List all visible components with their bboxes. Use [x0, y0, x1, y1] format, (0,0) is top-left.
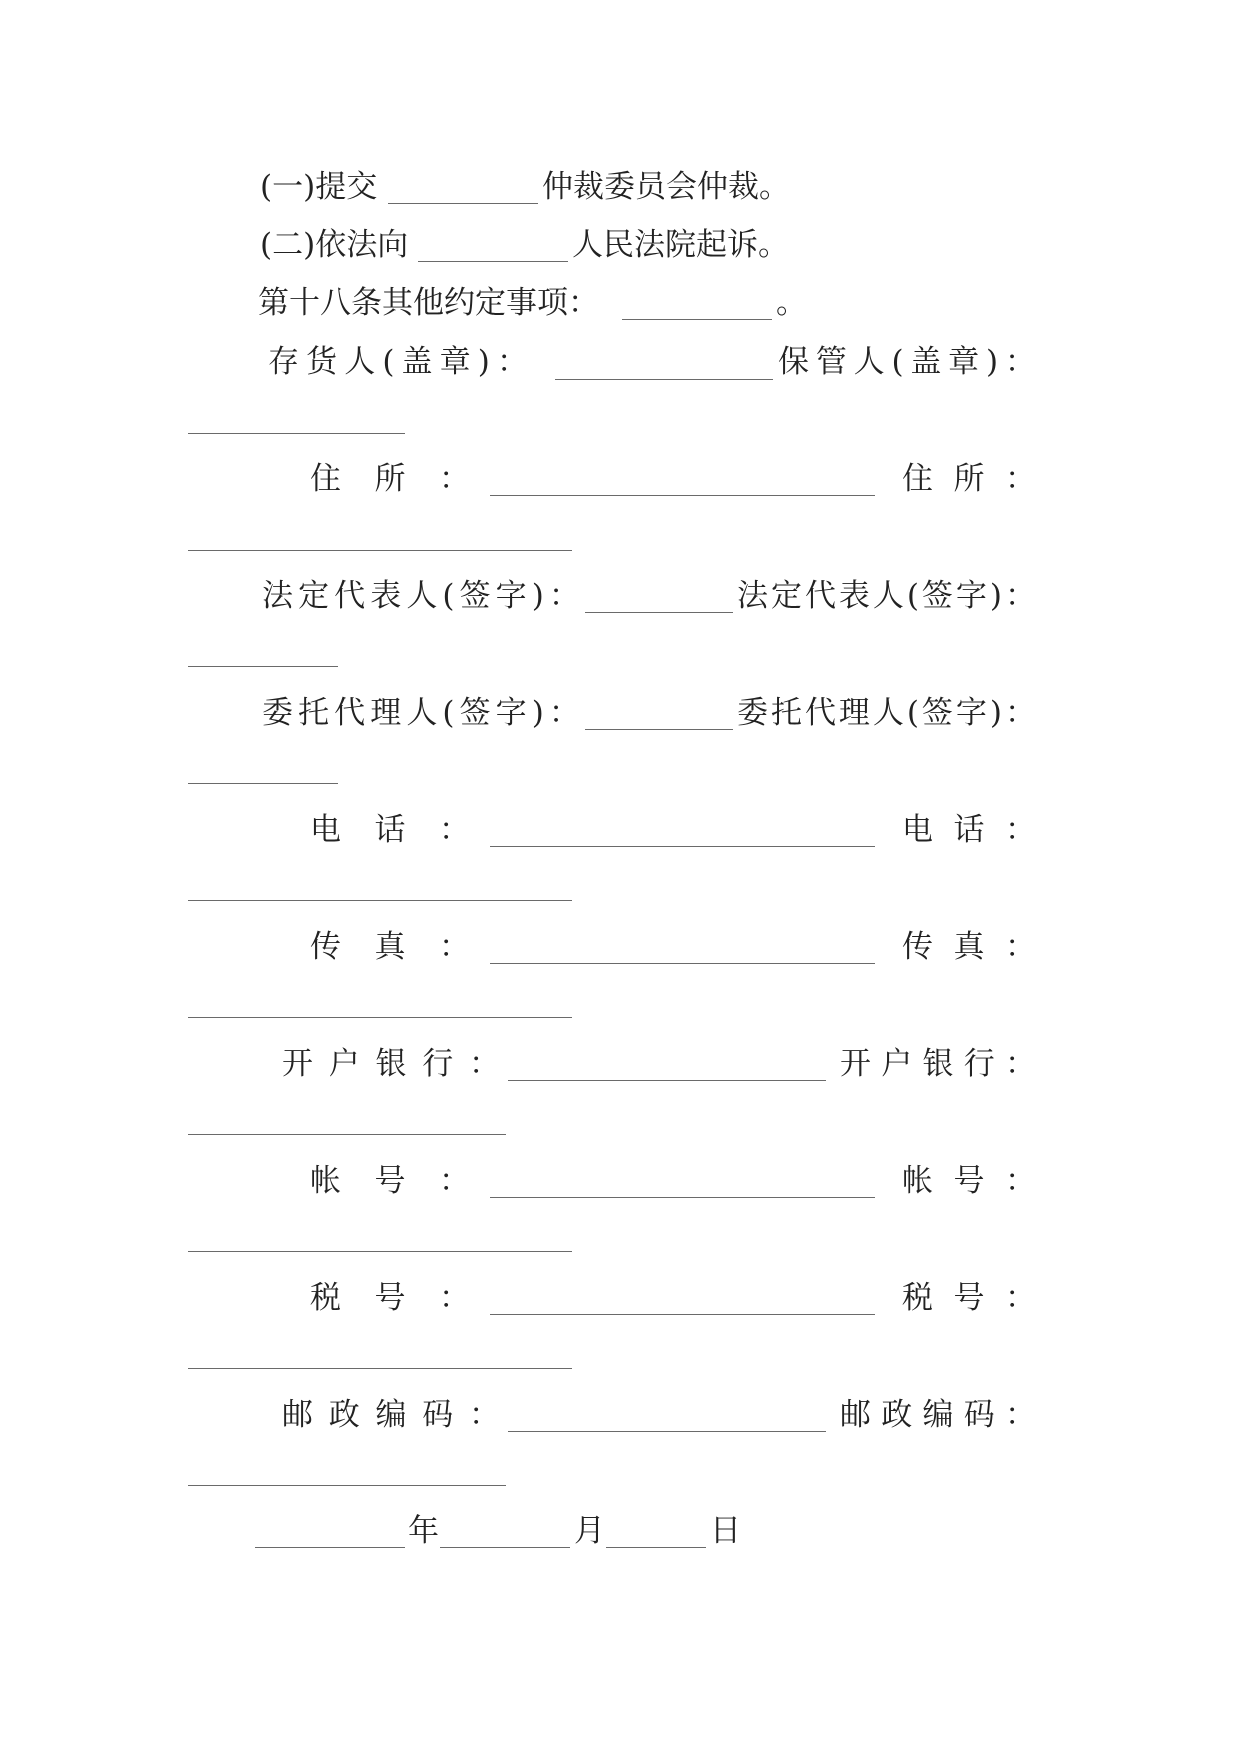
keeper-account-blank[interactable] — [188, 1251, 572, 1252]
day-blank[interactable] — [606, 1547, 706, 1548]
depositor-legal-rep-blank[interactable] — [585, 612, 733, 613]
depositor-account-label: 帐 号 ： — [310, 1163, 470, 1199]
depositor-agent-blank[interactable] — [585, 729, 733, 730]
depositor-address-blank[interactable] — [490, 495, 875, 496]
depositor-phone-label: 电 话 ： — [310, 812, 470, 848]
depositor-phone-blank[interactable] — [490, 846, 875, 847]
depositor-seal-label: 存 货 人 ( 盖 章 ) ： — [268, 344, 528, 380]
keeper-bank-blank[interactable] — [188, 1134, 506, 1135]
keeper-tax-blank[interactable] — [188, 1368, 572, 1369]
depositor-bank-label: 开 户 银 行 ： — [282, 1046, 500, 1082]
keeper-fax-label: 传 真 ： — [902, 929, 1036, 965]
keeper-seal-label: 保 管 人 ( 盖 章 ) ： — [778, 344, 1036, 380]
depositor-bank-blank[interactable] — [508, 1080, 826, 1081]
depositor-agent-label: 委 托 代 理 人 ( 签 字 ) ： — [262, 695, 580, 731]
depositor-postal-blank[interactable] — [508, 1431, 826, 1432]
keeper-seal-blank[interactable] — [188, 433, 405, 434]
depositor-account-blank[interactable] — [490, 1197, 875, 1198]
court-name-blank[interactable] — [418, 261, 568, 262]
month-blank[interactable] — [440, 1547, 570, 1548]
month-label: 月 — [574, 1513, 605, 1549]
depositor-address-label: 住 所 ： — [310, 461, 470, 497]
depositor-fax-blank[interactable] — [490, 963, 875, 964]
day-label: 日 — [710, 1513, 741, 1549]
arbitration-option1-suffix: 仲裁委员会仲裁。 — [542, 169, 790, 205]
keeper-address-label: 住 所 ： — [902, 461, 1036, 497]
keeper-agent-blank[interactable] — [188, 783, 338, 784]
keeper-legal-rep-label: 法 定 代 表 人 ( 签 字 ) ： — [737, 578, 1036, 614]
arbitration-option2-suffix: 人民法院起诉。 — [572, 227, 789, 263]
depositor-tax-label: 税 号 ： — [310, 1280, 470, 1316]
keeper-phone-label: 电 话 ： — [902, 812, 1036, 848]
keeper-postal-blank[interactable] — [188, 1485, 506, 1486]
arbitration-option1-prefix: (一)提交 — [260, 169, 378, 205]
depositor-legal-rep-label: 法 定 代 表 人 ( 签 字 ) ： — [262, 578, 580, 614]
article18-label: 第十八条其他约定事项： — [258, 285, 599, 321]
other-matters-blank[interactable] — [622, 319, 772, 320]
arbitration-commission-blank[interactable] — [388, 203, 538, 204]
keeper-postal-label: 邮 政 编 码 ： — [840, 1397, 1036, 1433]
keeper-phone-blank[interactable] — [188, 900, 572, 901]
year-label: 年 — [408, 1513, 439, 1549]
depositor-seal-blank[interactable] — [555, 379, 773, 380]
keeper-account-label: 帐 号 ： — [902, 1163, 1036, 1199]
keeper-agent-label: 委 托 代 理 人 ( 签 字 ) ： — [737, 695, 1036, 731]
keeper-legal-rep-blank[interactable] — [188, 666, 338, 667]
keeper-fax-blank[interactable] — [188, 1017, 572, 1018]
arbitration-option2-prefix: (二)依法向 — [260, 227, 409, 263]
depositor-fax-label: 传 真 ： — [310, 929, 470, 965]
article18-end: 。 — [776, 285, 807, 321]
depositor-postal-label: 邮 政 编 码 ： — [282, 1397, 500, 1433]
year-blank[interactable] — [255, 1547, 405, 1548]
keeper-tax-label: 税 号 ： — [902, 1280, 1036, 1316]
keeper-bank-label: 开 户 银 行 ： — [840, 1046, 1036, 1082]
keeper-address-blank[interactable] — [188, 550, 572, 551]
depositor-tax-blank[interactable] — [490, 1314, 875, 1315]
